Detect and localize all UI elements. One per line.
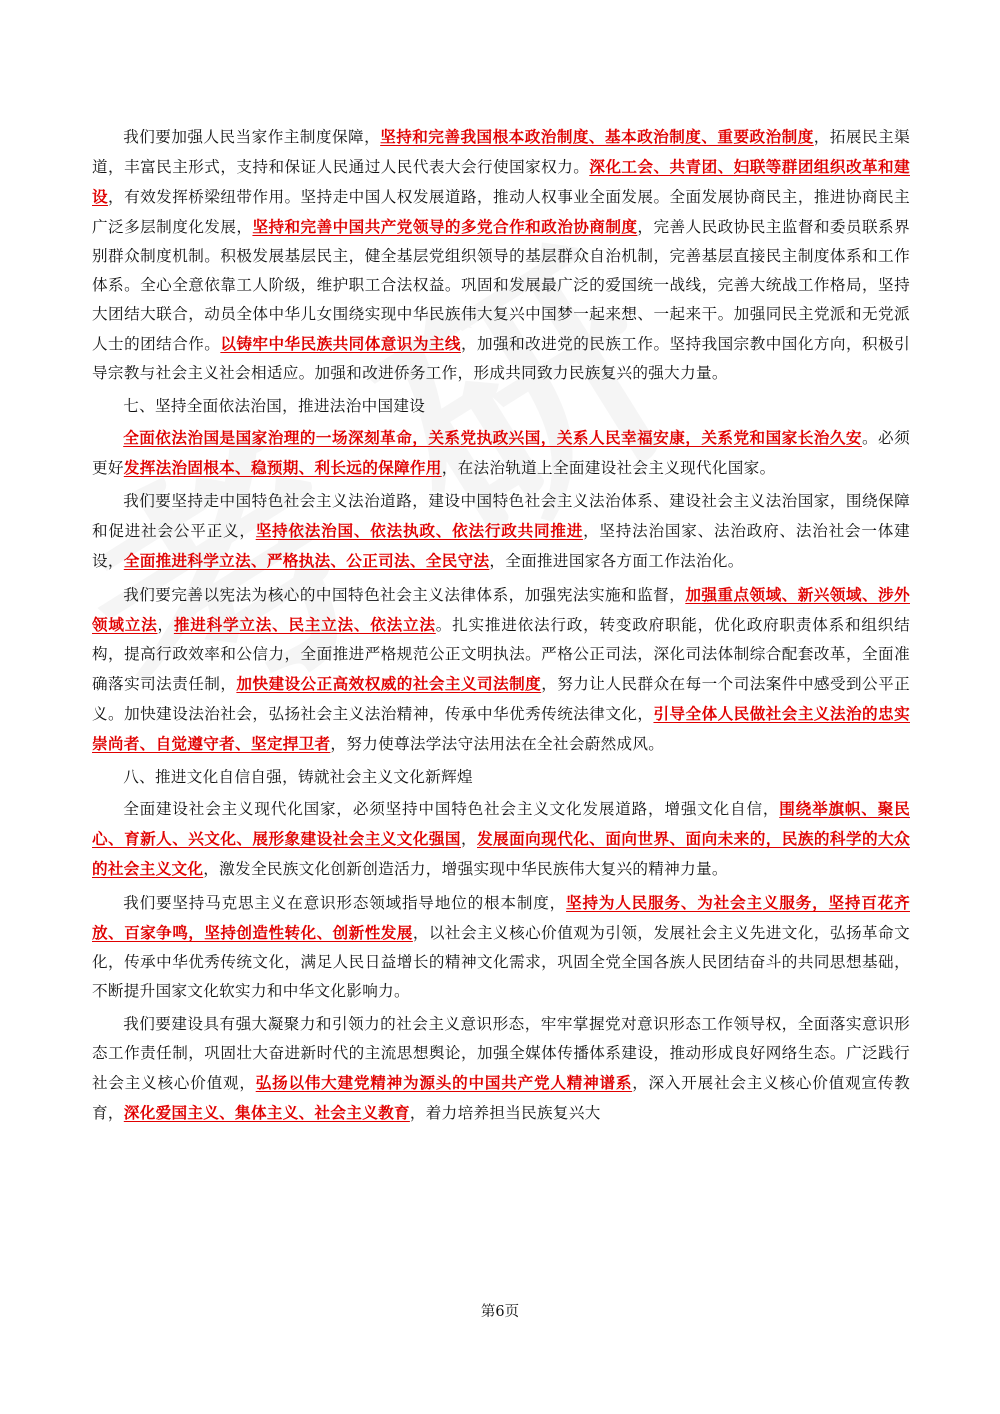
highlighted-key-phrase: 发展面向现代化、面向世界、面向未来的，民族的科学的大众的社会主义文化 bbox=[92, 829, 910, 878]
highlighted-key-phrase: 发挥法治固根本、稳预期、利长远的保障作用 bbox=[123, 458, 442, 477]
paragraph bbox=[92, 888, 910, 1006]
body-text: ，加强和改进党的民族工作。坚持我国宗教中国化方向，积极引导宗教与社会主义社会相适应。加强和改进侨务工作，形成共同致力民族复兴的强大力量。 bbox=[92, 335, 910, 382]
highlighted-key-phrase: 加快建设公正高效权威的社会主义司法制度 bbox=[236, 674, 542, 693]
body-text: ，以社会主义核心价值观为引领，发展社会主义先进文化，弘扬革命文化，传承中华优秀传统文化，满足人民日益增长的精神文化需求，巩固全党全国各族人民团结奋斗的共同思想基础，不断提升国家文化软实力和中华文化影响力。 bbox=[92, 924, 910, 1000]
body-text: ，在法治轨道上全面建设社会主义现代化国家。 bbox=[441, 459, 776, 477]
highlighted-key-phrase: 全面依法治国是国家治理的一场深刻革命，关系党执政兴国，关系人民幸福安康，关系党和国家长治久安 bbox=[123, 428, 862, 447]
body-text: 我们要坚持马克思主义在意识形态领域指导地位的根本制度， bbox=[123, 894, 567, 912]
highlighted-key-phrase: 深化工会、共青团、妇联等群团组织改革和建设 bbox=[92, 157, 910, 206]
paragraph bbox=[92, 423, 910, 483]
paragraph bbox=[92, 794, 910, 884]
heading-text: 七、坚持全面依法治国，推进法治中国建设 bbox=[123, 397, 426, 415]
paragraph bbox=[92, 487, 910, 576]
highlighted-key-phrase: 加强重点领域、新兴领域、涉外领域立法 bbox=[92, 585, 910, 634]
paragraph bbox=[92, 1010, 910, 1128]
body-text: 。必须更好 bbox=[92, 429, 910, 477]
body-text: ，拓展民主渠道，丰富民主形式，支持和保证人民通过人民代表大会行使国家权力。 bbox=[92, 128, 910, 176]
body-text: 。扎实推进依法行政，转变政府职能，优化政府职责体系和组织结构，提高行政效率和公信力，全面推进严格规范公正文明执法。严格公正司法，深化司法体制综合配套改革，全面准确落实司法责任制， bbox=[92, 616, 910, 693]
heading-text: 八、推进文化自信自强，铸就社会主义文化新辉煌 bbox=[123, 768, 473, 786]
highlighted-key-phrase: 围绕举旗帜、聚民心、育新人、兴文化、展形象建设社会主义文化强国 bbox=[92, 799, 910, 848]
highlighted-key-phrase: 坚持为人民服务、为社会主义服务，坚持百花齐放、百家争鸣，坚持创造性转化、创新性发展 bbox=[92, 893, 910, 942]
body-text: ，努力让人民群众在每一个司法案件中感受到公平正义。加快建设法治社会，弘扬社会主义法治精神，传承中华优秀传统法律文化， bbox=[92, 675, 911, 723]
highlighted-key-phrase: 推进科学立法、民主立法、依法立法 bbox=[173, 615, 436, 634]
body-text: ，全面推进国家各方面工作法治化。 bbox=[489, 552, 744, 570]
paragraph bbox=[92, 122, 910, 388]
highlighted-key-phrase: 坚持和完善我国根本政治制度、基本政治制度、重要政治制度 bbox=[380, 127, 814, 146]
body-text: ，完善人民政协民主监督和委员联系界别群众制度机制。积极发展基层民主，健全基层党组织领导的基层群众自治机制，完善基层直接民主制度体系和工作体系。全心全意依靠工人阶级，维护职工合法权益。巩固和发展最广泛的爱国统一战线，完善大统战工作格局，坚持大团结大联合，动员全体中华儿女围绕实现中华民族伟大复兴中国梦一起来想、一起来干。加强同民主党派和无党派人士的团结合作。 bbox=[92, 218, 910, 353]
paragraph bbox=[92, 580, 910, 759]
body-text: ， bbox=[157, 616, 174, 634]
section-heading bbox=[92, 763, 910, 792]
body-text: ，着力培养担当民族复兴大 bbox=[409, 1104, 601, 1122]
body-text: 全面建设社会主义现代化国家，必须坚持中国特色社会主义文化发展道路，增强文化自信， bbox=[123, 800, 780, 818]
body-text: ，激发全民族文化创新创造活力，增强实现中华民族伟大复兴的精神力量。 bbox=[203, 860, 728, 878]
body-text: 我们要加强人民当家作主制度保障， bbox=[123, 128, 381, 146]
highlighted-key-phrase: 坚持和完善中国共产党领导的多党合作和政治协商制度 bbox=[252, 217, 638, 236]
body-text: 我们要完善以宪法为核心的中国特色社会主义法律体系，加强宪法实施和监督， bbox=[123, 586, 686, 604]
highlighted-key-phrase: 深化爱国主义、集体主义、社会主义教育 bbox=[123, 1103, 410, 1122]
body-text: ，坚持法治国家、法治政府、法治社会一体建设， bbox=[92, 522, 910, 570]
body-text: ， bbox=[460, 830, 478, 848]
section-heading bbox=[92, 392, 910, 421]
highlighted-key-phrase: 坚持依法治国、依法执政、依法行政共同推进 bbox=[255, 521, 584, 540]
highlighted-key-phrase: 引导全体人民做社会主义法治的忠实崇尚者、自觉遵守者、坚定捍卫者 bbox=[92, 704, 910, 753]
body-text: 我们要建设具有强大凝聚力和引领力的社会主义意识形态，牢牢掌握党对意识形态工作领导权，全面落实意识形态工作责任制，巩固壮大奋进新时代的主流思想舆论，加强全媒体传播体系建设，推动形成良好网络生态。广泛践行社会主义核心价值观， bbox=[92, 1015, 910, 1092]
highlighted-key-phrase: 弘扬以伟大建党精神为源头的中国共产党人精神谱系 bbox=[255, 1073, 633, 1092]
highlighted-key-phrase: 全面推进科学立法、严格执法、公正司法、全民守法 bbox=[123, 551, 490, 570]
body-text: ，深入开展社会主义核心价值观宣传教育， bbox=[92, 1074, 910, 1122]
highlighted-key-phrase: 以铸牢中华民族共同体意识为主线 bbox=[220, 334, 461, 353]
body-text: 我们要坚持走中国特色社会主义法治道路，建设中国特色社会主义法治体系、建设社会主义法治国家，围绕保障和促进社会公平正义， bbox=[92, 492, 910, 540]
document-body bbox=[92, 122, 910, 1132]
page-number: 第6页 bbox=[480, 1304, 520, 1320]
body-text: ，有效发挥桥梁纽带作用。坚持走中国人权发展道路，推动人权事业全面发展。全面发展协商民主，推进协商民主广泛多层制度化发展， bbox=[92, 188, 910, 236]
body-text: ，努力使尊法学法守法用法在全社会蔚然成风。 bbox=[330, 735, 665, 753]
